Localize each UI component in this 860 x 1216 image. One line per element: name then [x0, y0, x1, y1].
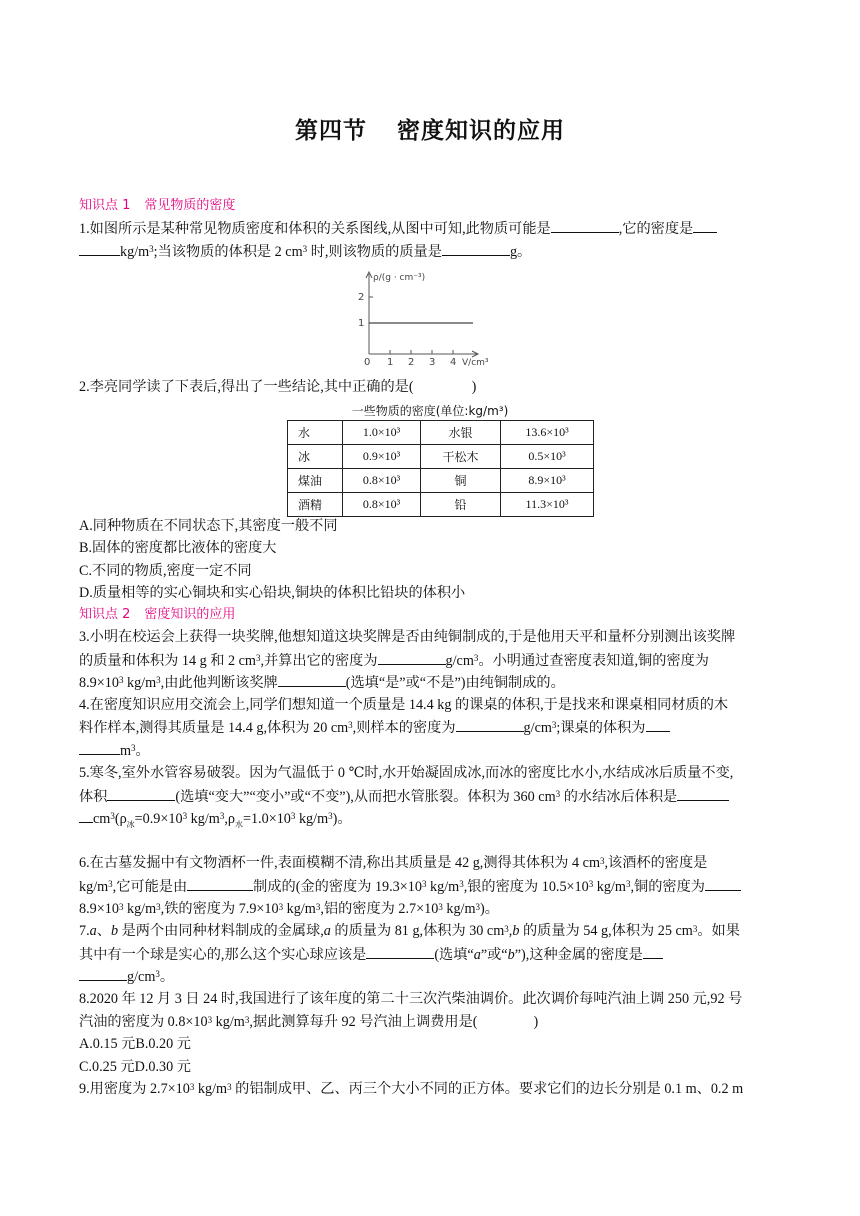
blank[interactable] — [551, 218, 619, 233]
blank[interactable] — [79, 966, 127, 981]
density-table — [287, 420, 594, 517]
option-c[interactable]: C.不同的物质,密度一定不同 — [79, 563, 252, 579]
question-4-line-2: 料作样本,测得其质量是 14.4 g,体积为 20 $cm^3$,则样本的密度为 $g/cm^3$;课桌的体积为 — [79, 717, 670, 738]
table-cell: 酒精 — [288, 493, 343, 517]
question-3-line-3: $8.9\times 10^3$ $kg/m^3$,由此他判断该奖牌 (选填“是”或“不是”)由纯铜制成的。 — [79, 672, 565, 693]
blank[interactable] — [705, 876, 741, 891]
question-6-line-2: $kg/m^3$,它可能是由 制成的(金的密度为 $19.3\times 10^3$ $kg/m^3$,银的密度为 $10.5\times 10^3$ $kg/m^3$,铜的密度为 — [79, 876, 741, 897]
option-b[interactable]: B.固体的密度都比液体的密度大 — [79, 540, 277, 556]
page-title — [0, 112, 860, 145]
table-cell: 13.6×10³ — [501, 421, 594, 445]
question-4-line-3: $m^3$。 — [79, 740, 150, 761]
table-cell: 干松木 — [421, 445, 501, 469]
question-8-line-1: 8.2020 年 12 月 3 日 24 时,我国进行了该年度的第二十三次汽柴油调价。此次调价每吨汽油上调 250 元,92 号 — [79, 991, 743, 1007]
table-cell: 铅 — [421, 493, 501, 517]
origin-label: 0 — [364, 357, 371, 366]
table-cell: 0.5×10³ — [501, 445, 594, 469]
table-cell: 0.8×10³ — [343, 493, 421, 517]
x-tick-label-1: 1 — [387, 357, 394, 366]
table-cell: 0.8×10³ — [343, 469, 421, 493]
table-caption: 一些物质的密度(单位:kg/m³) — [351, 404, 509, 418]
question-7-line-2: 其中有一个球是实心的,那么这个实心球应该是 (选填“a”或“b”),这种金属的密度是 — [79, 944, 663, 965]
table-cell: 1.0×10³ — [343, 421, 421, 445]
blank[interactable] — [456, 717, 524, 732]
table-row — [288, 445, 594, 469]
question-3-line-2: 的质量和体积为 14 g 和 2 $cm^3$,并算出它的密度为 $g/cm^3$。小明通过查密度表知道,铜的密度为 — [79, 650, 709, 671]
blank[interactable] — [79, 808, 93, 823]
blank[interactable] — [79, 740, 120, 755]
option-a[interactable]: A.同种物质在不同状态下,其密度一般不同 — [79, 518, 338, 534]
x-axis-label: V/cm³ — [462, 358, 489, 366]
question-2-stem: 2.李亮同学读了下表后,得出了一些结论,其中正确的是( ) — [79, 379, 477, 395]
table-cell: 水银 — [421, 421, 501, 445]
table-row — [288, 469, 594, 493]
blank[interactable] — [187, 876, 253, 891]
x-tick-label-4: 4 — [450, 357, 457, 366]
question-5-line-2: 体积 (选填“变大”“变小”或“不变”),从而把水管胀裂。体积为 360 $cm^3$ 的水结冰后体积是 — [79, 786, 729, 807]
question-8-options-ab[interactable]: A.0.15 元B.0.20 元 — [79, 1036, 191, 1052]
question-4-line-1: 4.在密度知识应用交流会上,同学们想知道一个质量是 14.4 kg 的课桌的体积,于是找来和课桌相同材质的木 — [79, 697, 729, 713]
question-7-line-3: $g/cm^3$。 — [79, 966, 174, 987]
question-7-line-1: 7.a、b 是两个由同种材料制成的金属球,a 的质量为 81 g,体积为 30 $cm^3,b$ 的质量为 54 g,体积为 25 $cm^3$。如果 — [79, 923, 740, 939]
table-cell: 0.9×10³ — [343, 445, 421, 469]
blank[interactable] — [378, 650, 446, 665]
table-row — [288, 421, 594, 445]
table-cell: 11.3×10³ — [501, 493, 594, 517]
x-tick-label-2: 2 — [408, 357, 415, 366]
blank[interactable] — [643, 944, 663, 959]
blank[interactable] — [107, 786, 175, 801]
table-cell: 8.9×10³ — [501, 469, 594, 493]
table-cell: 铜 — [421, 469, 501, 493]
blank[interactable] — [677, 786, 729, 801]
table-cell: 煤油 — [288, 469, 343, 493]
knowledge-point-2-heading: 知识点 2 密度知识的应用 — [79, 607, 236, 622]
question-1-line-2: $kg/m^3$;当该物质的体积是 2 $cm^3$ 时,则该物质的质量是 g。 — [79, 241, 531, 262]
y-tick-label-1: 1 — [358, 318, 365, 329]
question-8-options-cd[interactable]: C.0.25 元D.0.30 元 — [79, 1059, 191, 1075]
density-volume-graph — [355, 266, 515, 366]
x-tick-label-3: 3 — [429, 357, 436, 366]
blank[interactable] — [693, 218, 717, 233]
blank[interactable] — [646, 717, 670, 732]
y-tick-label-2: 2 — [358, 292, 365, 303]
y-axis-label: ρ/(g · cm⁻³) — [373, 273, 426, 283]
question-3-line-1: 3.小明在校运会上获得一块奖牌,他想知道这块奖牌是否由纯铜制成的,于是他用天平和量杯分别测出该奖牌 — [79, 629, 736, 645]
question-8-line-2: 汽油的密度为 $0.8\times 10^3$ $kg/m^3$,据此测算每升 92 号汽油上调费用是( ) — [79, 1014, 539, 1030]
table-cell: 冰 — [288, 445, 343, 469]
table-row — [288, 493, 594, 517]
section-number: 第四节 — [295, 118, 367, 144]
blank[interactable] — [442, 241, 510, 256]
blank[interactable] — [366, 944, 434, 959]
question-1-line-1: 1.如图所示是某种常见物质密度和体积的关系图线,从图中可知,此物质可能是 ,它的密度是 — [79, 218, 717, 239]
question-9-line-1: 9.用密度为 $2.7\times 10^3$ $kg/m^3$ 的铝制成甲、乙、丙三个大小不同的正方体。要求它们的边长分别是 0.1 m、0.2 m — [79, 1081, 744, 1097]
question-5-line-3: $cm^3(\rho_冰=0.9\times 10^3$ $kg/m^3,\rho_水=1.0\times 10^3$ $kg/m^3$)。 — [79, 808, 352, 835]
question-5-line-1: 5.寒冬,室外水管容易破裂。因为气温低于 0 ℃时,水开始凝固成冰,而冰的密度比水小,水结成冰后质量不变, — [79, 765, 734, 781]
table-cell: 水 — [288, 421, 343, 445]
question-6-line-3: $8.9\times 10^3$ $kg/m^3$,铁的密度为 $7.9\times 10^3$ $kg/m^3$,铝的密度为 $2.7\times 10^3$ $kg/m^3$)。 — [79, 901, 499, 917]
blank[interactable] — [79, 241, 120, 256]
question-6-line-1: 6.在古墓发掘中有文物酒杯一件,表面模糊不清,称出其质量是 42 g,测得其体积为 4 $cm^3$,该酒杯的密度是 — [79, 855, 708, 871]
knowledge-point-1-heading: 知识点 1 常见物质的密度 — [79, 198, 236, 213]
section-title: 密度知识的应用 — [397, 118, 565, 144]
blank[interactable] — [278, 672, 346, 687]
option-d[interactable]: D.质量相等的实心铜块和实心铅块,铜块的体积比铅块的体积小 — [79, 585, 466, 601]
